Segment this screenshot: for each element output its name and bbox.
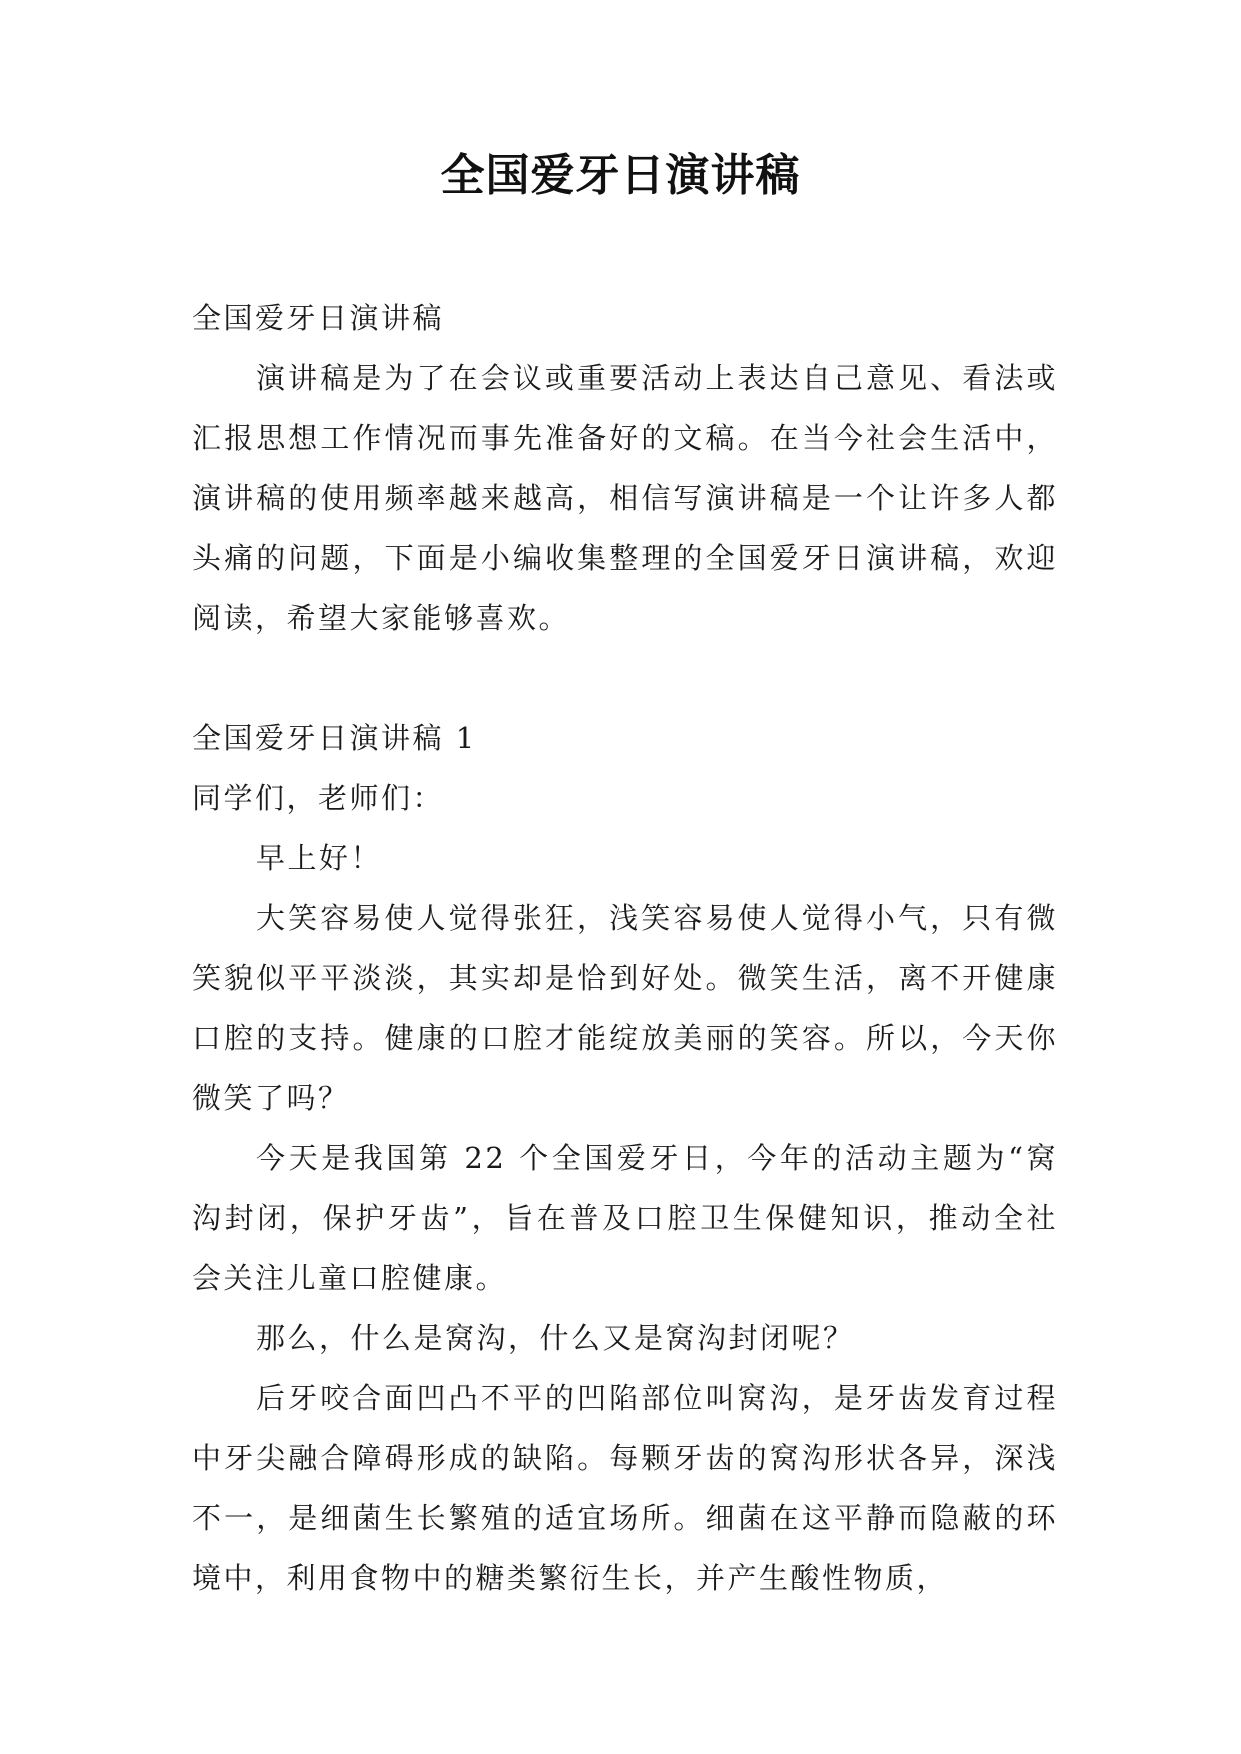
document-body [192, 288, 1058, 1608]
body-paragraph: 今天是我国第 22 个全国爱牙日，今年的活动主题为“窝沟封闭，保护牙齿”，旨在普及口腔卫生保健知识，推动全社会关注儿童口腔健康。 [192, 1141, 1058, 1295]
document-title: 全国爱牙日演讲稿 [440, 150, 801, 201]
document-subtitle: 全国爱牙日演讲稿 [192, 301, 445, 335]
intro-paragraph: 演讲稿是为了在会议或重要活动上表达自己意见、看法或汇报思想工作情况而事先准备好的文稿。在当今社会生活中，演讲稿的使用频率越来越高，相信写演讲稿是一个让许多人都头痛的问题，下面是小编收集整理的全国爱牙日演讲稿，欢迎阅读，希望大家能够喜欢。 [192, 361, 1058, 635]
salutation: 同学们，老师们： [192, 781, 445, 815]
body-paragraph: 大笑容易使人觉得张狂，浅笑容易使人觉得小气，只有微笑貌似平平淡淡，其实却是恰到好处。微笑生活，离不开健康口腔的支持。健康的口腔才能绽放美丽的笑容。所以，今天你微笑了吗？ [192, 901, 1058, 1115]
paragraph-gap [192, 648, 1058, 708]
section-heading: 全国爱牙日演讲稿 1 [192, 721, 477, 755]
body-paragraph: 早上好！ [256, 841, 383, 875]
body-paragraph: 后牙咬合面凹凸不平的凹陷部位叫窝沟，是牙齿发育过程中牙尖融合障碍形成的缺陷。每颗牙齿的窝沟形状各异，深浅不一，是细菌生长繁殖的适宜场所。细菌在这平静而隐蔽的环境中，利用食物中的糖类繁衍生长，并产生酸性物质， [192, 1381, 1058, 1595]
body-paragraph: 那么，什么是窝沟，什么又是窝沟封闭呢？ [256, 1321, 855, 1355]
